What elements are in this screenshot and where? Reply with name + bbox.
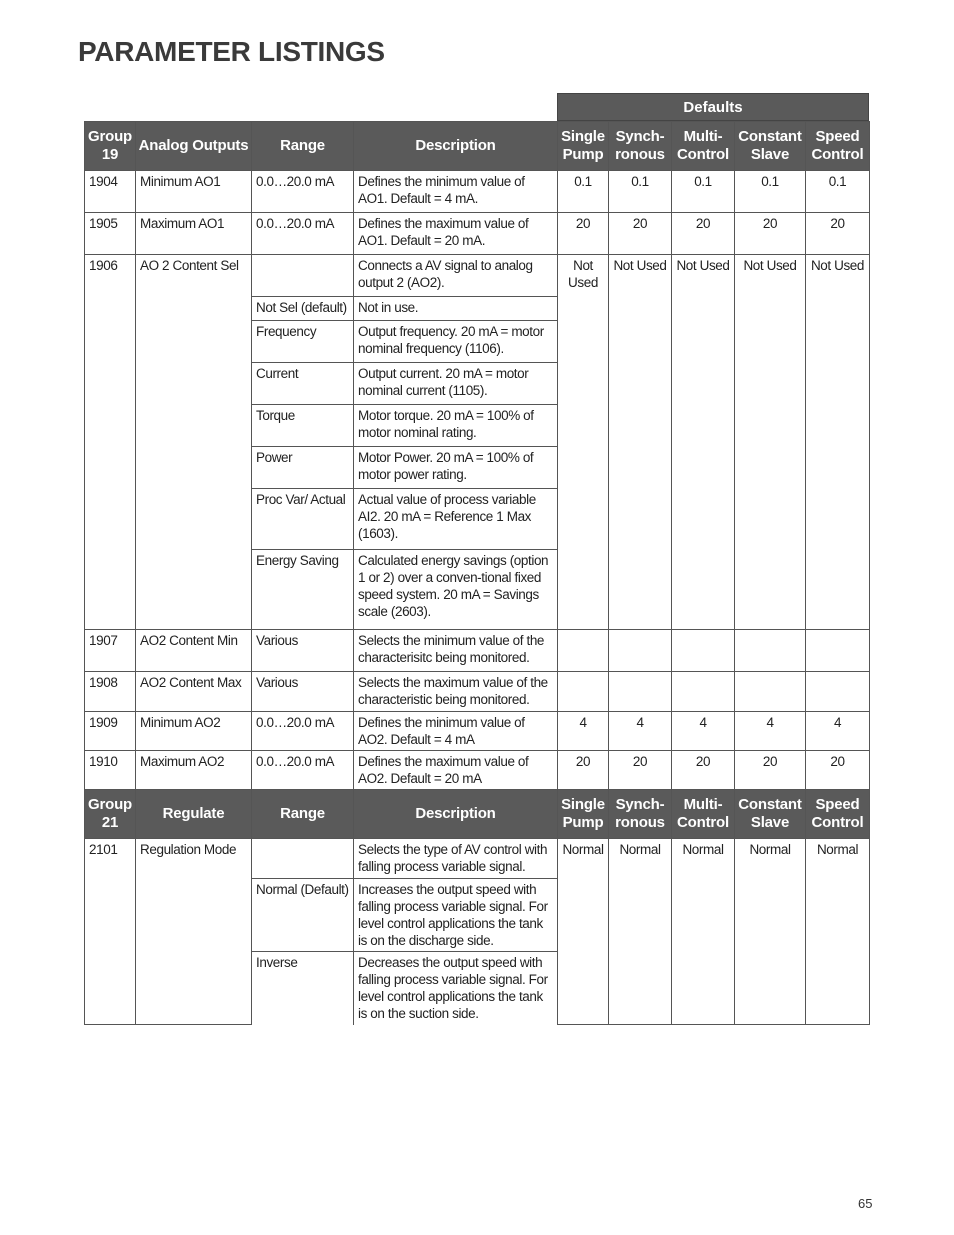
option-range: Inverse <box>252 952 354 1025</box>
name-header: Analog Outputs <box>136 122 252 171</box>
constant-slave-header: Constant Slave <box>735 122 806 171</box>
range-header: Range <box>252 122 354 171</box>
param-description: Connects a AV signal to analog output 2 (AO2). <box>354 255 558 297</box>
param-name: AO 2 Content Sel <box>136 255 252 630</box>
option-description: Motor torque. 20 mA = 100% of motor nominal rating. <box>354 405 558 447</box>
group19-header-row <box>85 122 870 171</box>
param-description: Defines the maximum value of AO1. Default = 20 mA. <box>354 213 558 255</box>
option-description: Increases the output speed with falling process variable signal. For level control applications the tank is on the discharge side. <box>354 879 558 952</box>
option-description: Output frequency. 20 mA = motor nominal frequency (1106). <box>354 321 558 363</box>
synchronous-header: Synch- ronous <box>609 790 672 839</box>
option-description: Not in use. <box>354 297 558 321</box>
table-row <box>85 672 870 712</box>
param-description: Selects the type of AV control with falling process variable signal. <box>354 839 558 879</box>
default-single-pump: Normal <box>558 839 609 1025</box>
param-code: 1909 <box>85 712 136 751</box>
default-single-pump <box>558 672 609 712</box>
param-range <box>252 255 354 297</box>
param-description: Defines the minimum value of AO2. Default = 4 mA <box>354 712 558 751</box>
default-synchronous: 0.1 <box>609 171 672 213</box>
default-multi-control: 0.1 <box>672 171 735 213</box>
option-range: Current <box>252 363 354 405</box>
default-multi-control: 20 <box>672 213 735 255</box>
param-description: Defines the maximum value of AO2. Default = 20 mA <box>354 751 558 790</box>
param-range: Various <box>252 672 354 712</box>
single-pump-header: Single Pump <box>558 122 609 171</box>
default-constant-slave: 0.1 <box>735 171 806 213</box>
name-header: Regulate <box>136 790 252 839</box>
range-header: Range <box>252 790 354 839</box>
param-name: Maximum AO2 <box>136 751 252 790</box>
option-description: Motor Power. 20 mA = 100% of motor power rating. <box>354 447 558 489</box>
default-speed-control <box>806 672 870 712</box>
default-synchronous: 20 <box>609 213 672 255</box>
default-synchronous <box>609 672 672 712</box>
speed-control-header: Speed Control <box>806 790 870 839</box>
param-description: Selects the maximum value of the characteristic being monitored. <box>354 672 558 712</box>
option-description: Decreases the output speed with falling process variable signal. For level control applications the tank is on the suction side. <box>354 952 558 1025</box>
default-multi-control <box>672 630 735 672</box>
option-description: Calculated energy savings (option 1 or 2) over a conven-tional fixed speed system. 20 mA = Savings scale (2603). <box>354 550 558 630</box>
default-synchronous: Not Used <box>609 255 672 630</box>
param-code: 1905 <box>85 213 136 255</box>
constant-slave-header: Constant Slave <box>735 790 806 839</box>
default-speed-control: Not Used <box>806 255 870 630</box>
default-single-pump: Not Used <box>558 255 609 630</box>
option-range: Power <box>252 447 354 489</box>
param-range: Various <box>252 630 354 672</box>
param-code: 1908 <box>85 672 136 712</box>
default-constant-slave <box>735 672 806 712</box>
option-description: Actual value of process variable AI2. 20 mA = Reference 1 Max (1603). <box>354 489 558 550</box>
default-speed-control: 20 <box>806 213 870 255</box>
default-speed-control: 4 <box>806 712 870 751</box>
default-constant-slave: 20 <box>735 751 806 790</box>
param-range: 0.0…20.0 mA <box>252 712 354 751</box>
parameter-table <box>84 121 870 1025</box>
param-range: 0.0…20.0 mA <box>252 751 354 790</box>
page-number: 65 <box>858 1196 873 1211</box>
default-single-pump: 0.1 <box>558 171 609 213</box>
defaults-header: Defaults <box>557 93 869 121</box>
option-range: Not Sel (default) <box>252 297 354 321</box>
default-multi-control: Not Used <box>672 255 735 630</box>
default-synchronous: 20 <box>609 751 672 790</box>
page-title: PARAMETER LISTINGS <box>78 36 385 67</box>
param-range: 0.0…20.0 mA <box>252 171 354 213</box>
default-multi-control: 4 <box>672 712 735 751</box>
param-range: 0.0…20.0 mA <box>252 213 354 255</box>
default-single-pump: 20 <box>558 751 609 790</box>
param-name: Minimum AO2 <box>136 712 252 751</box>
table-row <box>85 171 870 213</box>
default-single-pump <box>558 630 609 672</box>
param-name: Minimum AO1 <box>136 171 252 213</box>
default-multi-control: Normal <box>672 839 735 1025</box>
table-row <box>85 751 870 790</box>
default-single-pump: 20 <box>558 213 609 255</box>
option-range: Torque <box>252 405 354 447</box>
default-synchronous: 4 <box>609 712 672 751</box>
param-description: Defines the minimum value of AO1. Default = 4 mA. <box>354 171 558 213</box>
default-multi-control: 20 <box>672 751 735 790</box>
default-multi-control <box>672 672 735 712</box>
default-speed-control: Normal <box>806 839 870 1025</box>
param-description: Selects the minimum value of the characterisitc being monitored. <box>354 630 558 672</box>
description-header: Description <box>354 790 558 839</box>
param-name: Maximum AO1 <box>136 213 252 255</box>
group21-header-row <box>85 790 870 839</box>
synchronous-header: Synch- ronous <box>609 122 672 171</box>
default-constant-slave: 4 <box>735 712 806 751</box>
group-header: Group 19 <box>85 122 136 171</box>
table-row <box>85 712 870 751</box>
default-synchronous <box>609 630 672 672</box>
default-speed-control: 20 <box>806 751 870 790</box>
default-constant-slave <box>735 630 806 672</box>
multi-control-header: Multi- Control <box>672 122 735 171</box>
speed-control-header: Speed Control <box>806 122 870 171</box>
option-range: Proc Var/ Actual <box>252 489 354 550</box>
default-single-pump: 4 <box>558 712 609 751</box>
default-constant-slave: Normal <box>735 839 806 1025</box>
default-synchronous: Normal <box>609 839 672 1025</box>
param-name: AO2 Content Max <box>136 672 252 712</box>
option-description: Output current. 20 mA = motor nominal current (1105). <box>354 363 558 405</box>
option-range: Frequency <box>252 321 354 363</box>
option-range: Normal (Default) <box>252 879 354 952</box>
table-row <box>85 630 870 672</box>
table-row <box>85 839 870 879</box>
param-code: 1907 <box>85 630 136 672</box>
default-constant-slave: 20 <box>735 213 806 255</box>
param-name: Regulation Mode <box>136 839 252 1025</box>
description-header: Description <box>354 122 558 171</box>
table-row <box>85 213 870 255</box>
single-pump-header: Single Pump <box>558 790 609 839</box>
group-header: Group 21 <box>85 790 136 839</box>
param-code: 2101 <box>85 839 136 1025</box>
param-range <box>252 839 354 879</box>
param-code: 1904 <box>85 171 136 213</box>
param-name: AO2 Content Min <box>136 630 252 672</box>
default-constant-slave: Not Used <box>735 255 806 630</box>
default-speed-control <box>806 630 870 672</box>
option-range: Energy Saving <box>252 550 354 630</box>
param-code: 1906 <box>85 255 136 630</box>
table-row <box>85 255 870 297</box>
default-speed-control: 0.1 <box>806 171 870 213</box>
multi-control-header: Multi- Control <box>672 790 735 839</box>
param-code: 1910 <box>85 751 136 790</box>
